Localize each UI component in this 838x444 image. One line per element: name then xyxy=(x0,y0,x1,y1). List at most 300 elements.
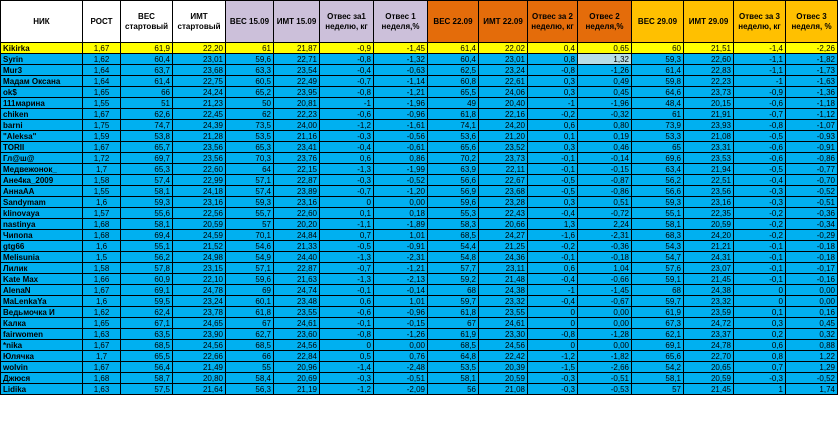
value-cell: -0,4 xyxy=(528,274,578,285)
value-cell: -0,2 xyxy=(734,230,786,241)
value-cell: -0,7 xyxy=(320,263,374,274)
value-cell: 59,3 xyxy=(226,197,274,208)
value-cell: -0,8 xyxy=(734,120,786,131)
value-cell: 0,1 xyxy=(528,131,578,142)
value-cell: 23,53 xyxy=(684,153,734,164)
value-cell: -1,18 xyxy=(786,98,838,109)
nick-cell: fairwomen xyxy=(1,329,83,340)
value-cell: 62,4 xyxy=(121,307,173,318)
value-cell: 65,5 xyxy=(428,87,479,98)
value-cell: 20,59 xyxy=(684,219,734,230)
value-cell: 24,98 xyxy=(173,252,226,263)
value-cell: 23,41 xyxy=(274,142,320,153)
value-cell: 20,81 xyxy=(274,98,320,109)
value-cell: -1,63 xyxy=(786,76,838,87)
table-row xyxy=(1,197,838,208)
value-cell: 70,3 xyxy=(226,153,274,164)
value-cell: 49 xyxy=(428,98,479,109)
value-cell: 60,8 xyxy=(428,76,479,87)
value-cell: 61,8 xyxy=(428,307,479,318)
value-cell: 59,6 xyxy=(226,274,274,285)
value-cell: 1,55 xyxy=(83,186,121,197)
value-cell: 21,64 xyxy=(173,384,226,395)
value-cell: 1,67 xyxy=(83,109,121,120)
table-row xyxy=(1,54,838,65)
value-cell: -1,2 xyxy=(528,351,578,362)
value-cell: 21,45 xyxy=(684,384,734,395)
value-cell: 56,2 xyxy=(121,252,173,263)
value-cell: -0,8 xyxy=(320,87,374,98)
value-cell: -0,2 xyxy=(734,208,786,219)
value-cell: -0,6 xyxy=(320,307,374,318)
value-cell: 61,4 xyxy=(121,76,173,87)
value-cell: 59,7 xyxy=(428,296,479,307)
value-cell: 0,46 xyxy=(578,142,632,153)
value-cell: 0,51 xyxy=(578,197,632,208)
value-cell: -0,4 xyxy=(734,175,786,186)
value-cell: -0,1 xyxy=(528,252,578,263)
value-cell: 0,88 xyxy=(786,340,838,351)
value-cell: -0,14 xyxy=(374,285,428,296)
value-cell: -2,66 xyxy=(578,362,632,373)
value-cell: -1,2 xyxy=(320,120,374,131)
value-cell: 1,57 xyxy=(83,208,121,219)
value-cell: 69,7 xyxy=(121,153,173,164)
value-cell: 1,01 xyxy=(374,296,428,307)
value-cell: 61,4 xyxy=(428,43,479,54)
value-cell: 0,1 xyxy=(320,208,374,219)
value-cell: -0,3 xyxy=(734,373,786,384)
value-cell: -0,7 xyxy=(320,186,374,197)
value-cell: 0 xyxy=(320,197,374,208)
value-cell: 56,2 xyxy=(632,175,684,186)
value-cell: 68,5 xyxy=(226,340,274,351)
value-cell: -0,9 xyxy=(734,87,786,98)
value-cell: 1,64 xyxy=(83,65,121,76)
value-cell: 20,66 xyxy=(479,219,528,230)
value-cell: -0,7 xyxy=(320,76,374,87)
nick-cell: Джюся xyxy=(1,373,83,384)
value-cell: 74,1 xyxy=(428,120,479,131)
value-cell: 23,28 xyxy=(479,197,528,208)
value-cell: -0,3 xyxy=(320,131,374,142)
value-cell: -1,1 xyxy=(734,65,786,76)
column-header: ВЕС 29.09 xyxy=(632,1,684,43)
value-cell: 21,20 xyxy=(479,131,528,142)
value-cell: 1,64 xyxy=(83,76,121,87)
value-cell: -1,36 xyxy=(786,87,838,98)
value-cell: 0,18 xyxy=(374,208,428,219)
value-cell: -0,16 xyxy=(786,274,838,285)
value-cell: -0,32 xyxy=(578,109,632,120)
table-row xyxy=(1,142,838,153)
value-cell: -1,82 xyxy=(578,351,632,362)
value-cell: 21,28 xyxy=(173,131,226,142)
value-cell: 53,3 xyxy=(632,131,684,142)
table-row xyxy=(1,120,838,131)
value-cell: 0,5 xyxy=(320,351,374,362)
value-cell: 0,86 xyxy=(374,153,428,164)
value-cell: 23,11 xyxy=(479,263,528,274)
value-cell: 0,7 xyxy=(320,230,374,241)
value-cell: 24,38 xyxy=(684,285,734,296)
column-header: ИМТ 15.09 xyxy=(274,1,320,43)
value-cell: 1,72 xyxy=(83,153,121,164)
nick-cell: Мадам Оксана xyxy=(1,76,83,87)
value-cell: -0,6 xyxy=(734,142,786,153)
value-cell: 60,5 xyxy=(226,76,274,87)
value-cell: 61 xyxy=(226,43,274,54)
value-cell: 70,2 xyxy=(428,153,479,164)
nick-cell: Гл@ш@ xyxy=(1,153,83,164)
value-cell: 0,80 xyxy=(578,120,632,131)
value-cell: -0,56 xyxy=(374,131,428,142)
nick-cell: Чипопа xyxy=(1,230,83,241)
value-cell: 56,3 xyxy=(226,384,274,395)
value-cell: 22,60 xyxy=(684,54,734,65)
table-row xyxy=(1,285,838,296)
value-cell: 1,6 xyxy=(83,296,121,307)
value-cell: 23,90 xyxy=(173,329,226,340)
value-cell: -0,86 xyxy=(578,186,632,197)
value-cell: 1,04 xyxy=(578,263,632,274)
value-cell: 22,11 xyxy=(479,164,528,175)
value-cell: 22,16 xyxy=(479,109,528,120)
value-cell: 67,3 xyxy=(632,318,684,329)
value-cell: 57,4 xyxy=(226,186,274,197)
value-cell: -2,48 xyxy=(374,362,428,373)
value-cell: -1,61 xyxy=(374,120,428,131)
value-cell: -0,18 xyxy=(578,252,632,263)
value-cell: 20,39 xyxy=(479,362,528,373)
value-cell: 22,23 xyxy=(274,109,320,120)
value-cell: 48,4 xyxy=(632,98,684,109)
table-row xyxy=(1,362,838,373)
value-cell: -1,26 xyxy=(578,65,632,76)
nick-cell: 111марина xyxy=(1,98,83,109)
value-cell: 1,5 xyxy=(83,252,121,263)
value-cell: -0,2 xyxy=(528,109,578,120)
value-cell: -0,5 xyxy=(734,164,786,175)
table-row xyxy=(1,263,838,274)
value-cell: 22,42 xyxy=(479,351,528,362)
value-cell: 59,8 xyxy=(632,76,684,87)
value-cell: 68,5 xyxy=(121,340,173,351)
value-cell: 58,1 xyxy=(121,186,173,197)
value-cell: 65,3 xyxy=(121,164,173,175)
value-cell: 57,4 xyxy=(121,175,173,186)
nick-cell: Калка xyxy=(1,318,83,329)
value-cell: -2,26 xyxy=(786,43,838,54)
value-cell: -0,1 xyxy=(320,318,374,329)
nick-cell: chiken xyxy=(1,109,83,120)
value-cell: -0,1 xyxy=(734,252,786,263)
value-cell: 65,2 xyxy=(226,87,274,98)
value-cell: 23,93 xyxy=(684,120,734,131)
value-cell: 1,7 xyxy=(83,351,121,362)
table-row xyxy=(1,373,838,384)
value-cell: -1,07 xyxy=(786,120,838,131)
value-cell: -1,45 xyxy=(578,285,632,296)
value-cell: -0,91 xyxy=(374,241,428,252)
value-cell: -0,36 xyxy=(786,208,838,219)
value-cell: -1 xyxy=(320,98,374,109)
value-cell: 24,20 xyxy=(684,230,734,241)
value-cell: 60,1 xyxy=(226,296,274,307)
value-cell: 24,31 xyxy=(684,252,734,263)
value-cell: 20,69 xyxy=(274,373,320,384)
value-cell: 2,24 xyxy=(578,219,632,230)
value-cell: 0 xyxy=(528,340,578,351)
value-cell: 70,1 xyxy=(226,230,274,241)
value-cell: 65,5 xyxy=(121,351,173,362)
value-cell: 65,6 xyxy=(428,142,479,153)
value-cell: 0,16 xyxy=(786,307,838,318)
table-row xyxy=(1,351,838,362)
value-cell: -0,3 xyxy=(734,197,786,208)
value-cell: 22,70 xyxy=(684,351,734,362)
value-cell: -0,18 xyxy=(786,252,838,263)
value-cell: -0,34 xyxy=(786,219,838,230)
value-cell: 21,49 xyxy=(173,362,226,373)
value-cell: 0,00 xyxy=(578,340,632,351)
nick-cell: АннаАА xyxy=(1,186,83,197)
table-row xyxy=(1,153,838,164)
value-cell: 54,2 xyxy=(632,362,684,373)
value-cell: 1,32 xyxy=(578,54,632,65)
value-cell: 20,59 xyxy=(479,373,528,384)
value-cell: -0,8 xyxy=(320,54,374,65)
value-cell: -0,17 xyxy=(786,263,838,274)
value-cell: 68,3 xyxy=(632,230,684,241)
value-cell: 60,4 xyxy=(428,54,479,65)
value-cell: -0,52 xyxy=(374,175,428,186)
value-cell: 23,07 xyxy=(684,263,734,274)
value-cell: -0,51 xyxy=(786,197,838,208)
value-cell: -1,21 xyxy=(374,87,428,98)
value-cell: -0,9 xyxy=(320,43,374,54)
value-cell: 22,99 xyxy=(173,175,226,186)
value-cell: -1,82 xyxy=(786,54,838,65)
value-cell: 56,9 xyxy=(428,186,479,197)
value-cell: 24,38 xyxy=(479,285,528,296)
value-cell: 1,7 xyxy=(83,164,121,175)
value-cell: 24,20 xyxy=(479,120,528,131)
value-cell: 20,20 xyxy=(274,219,320,230)
value-cell: 60 xyxy=(632,43,684,54)
value-cell: 24,65 xyxy=(173,318,226,329)
value-cell: 0,3 xyxy=(734,318,786,329)
value-cell: 53,6 xyxy=(428,131,479,142)
value-cell: 1,58 xyxy=(83,175,121,186)
value-cell: -1,73 xyxy=(786,65,838,76)
value-cell: 59,3 xyxy=(632,197,684,208)
value-cell: 22,84 xyxy=(274,351,320,362)
value-cell: 21,91 xyxy=(684,109,734,120)
value-cell: 23,15 xyxy=(173,263,226,274)
value-cell: 23,48 xyxy=(274,296,320,307)
value-cell: -1,4 xyxy=(734,43,786,54)
value-cell: -1,32 xyxy=(374,54,428,65)
value-cell: 22,23 xyxy=(684,76,734,87)
value-cell: 58,4 xyxy=(226,373,274,384)
table-row xyxy=(1,164,838,175)
value-cell: 23,54 xyxy=(274,65,320,76)
value-cell: -0,15 xyxy=(578,164,632,175)
value-cell: 22,66 xyxy=(173,351,226,362)
table-row xyxy=(1,296,838,307)
value-cell: 23,16 xyxy=(684,197,734,208)
value-cell: -0,52 xyxy=(786,186,838,197)
value-cell: -0,2 xyxy=(734,219,786,230)
value-cell: 0,45 xyxy=(786,318,838,329)
value-cell: 59,3 xyxy=(121,197,173,208)
value-cell: 1,3 xyxy=(528,219,578,230)
value-cell: -1,5 xyxy=(528,362,578,373)
value-cell: 21,45 xyxy=(684,274,734,285)
value-cell: 22,60 xyxy=(173,164,226,175)
value-cell: 59,1 xyxy=(632,274,684,285)
value-cell: 68,5 xyxy=(428,230,479,241)
value-cell: 1,29 xyxy=(786,362,838,373)
value-cell: -1,3 xyxy=(320,274,374,285)
nick-cell: "Aleksa" xyxy=(1,131,83,142)
column-header: ИМТ 29.09 xyxy=(684,1,734,43)
value-cell: 66 xyxy=(226,351,274,362)
nick-cell: Ане4ка_2009 xyxy=(1,175,83,186)
nick-cell: AlenaN xyxy=(1,285,83,296)
value-cell: 59,6 xyxy=(428,197,479,208)
value-cell: -1 xyxy=(528,285,578,296)
value-cell: 22,45 xyxy=(173,109,226,120)
value-cell: 0,7 xyxy=(734,362,786,373)
value-cell: 22,20 xyxy=(173,43,226,54)
value-cell: -0,3 xyxy=(320,175,374,186)
value-cell: 69,1 xyxy=(632,340,684,351)
value-cell: -0,96 xyxy=(374,307,428,318)
value-cell: 24,39 xyxy=(173,120,226,131)
value-cell: 20,15 xyxy=(684,98,734,109)
column-header: ВЕС 22.09 xyxy=(428,1,479,43)
value-cell: 24,00 xyxy=(274,120,320,131)
value-cell: -0,3 xyxy=(528,384,578,395)
table-row xyxy=(1,252,838,263)
value-cell: 23,59 xyxy=(684,307,734,318)
value-cell: 61,8 xyxy=(226,307,274,318)
value-cell: -0,5 xyxy=(528,186,578,197)
value-cell: 24,56 xyxy=(274,340,320,351)
value-cell: -1,21 xyxy=(374,263,428,274)
value-cell: 64,6 xyxy=(632,87,684,98)
value-cell: 68 xyxy=(632,285,684,296)
value-cell: 23,01 xyxy=(173,54,226,65)
value-cell: -0,6 xyxy=(734,98,786,109)
value-cell: 0,76 xyxy=(374,351,428,362)
value-cell: 57,7 xyxy=(428,263,479,274)
value-cell: 23,78 xyxy=(173,307,226,318)
table-row xyxy=(1,131,838,142)
value-cell: -2,31 xyxy=(578,230,632,241)
value-cell: 1,6 xyxy=(83,197,121,208)
value-cell: 59,7 xyxy=(632,296,684,307)
value-cell: -0,51 xyxy=(578,373,632,384)
value-cell: 54,8 xyxy=(428,252,479,263)
nick-cell: Melisunia xyxy=(1,252,83,263)
value-cell: -0,2 xyxy=(528,241,578,252)
value-cell: -0,87 xyxy=(578,175,632,186)
value-cell: 63,4 xyxy=(632,164,684,175)
value-cell: 62,5 xyxy=(428,65,479,76)
value-cell: 23,01 xyxy=(479,54,528,65)
table-row xyxy=(1,274,838,285)
value-cell: -0,1 xyxy=(734,274,786,285)
value-cell: 58,7 xyxy=(121,373,173,384)
value-cell: -1,45 xyxy=(374,43,428,54)
value-cell: 1,68 xyxy=(83,219,121,230)
value-cell: 21,63 xyxy=(274,274,320,285)
value-cell: -0,1 xyxy=(734,263,786,274)
value-cell: 60,9 xyxy=(121,274,173,285)
value-cell: -0,18 xyxy=(786,241,838,252)
value-cell: 67,1 xyxy=(121,318,173,329)
value-cell: 67 xyxy=(226,318,274,329)
value-cell: 0,49 xyxy=(578,76,632,87)
column-header: РОСТ xyxy=(83,1,121,43)
column-header: ИМТ стартовый xyxy=(173,1,226,43)
table-row xyxy=(1,230,838,241)
value-cell: 22,56 xyxy=(173,208,226,219)
nick-cell: Kikirka xyxy=(1,43,83,54)
value-cell: 0,32 xyxy=(786,329,838,340)
value-cell: 23,32 xyxy=(684,296,734,307)
table-row xyxy=(1,109,838,120)
value-cell: 0,3 xyxy=(528,76,578,87)
value-cell: -0,91 xyxy=(786,142,838,153)
value-cell: -0,6 xyxy=(320,109,374,120)
value-cell: 57,8 xyxy=(121,263,173,274)
value-cell: 22,49 xyxy=(274,76,320,87)
value-cell: -0,8 xyxy=(528,65,578,76)
value-cell: -1,14 xyxy=(374,76,428,87)
value-cell: -0,96 xyxy=(374,109,428,120)
value-cell: -1,20 xyxy=(374,186,428,197)
value-cell: -0,77 xyxy=(786,164,838,175)
value-cell: 22,10 xyxy=(173,274,226,285)
table-row xyxy=(1,208,838,219)
value-cell: 0,8 xyxy=(528,54,578,65)
value-cell: 21,51 xyxy=(684,43,734,54)
value-cell: 0,6 xyxy=(320,296,374,307)
value-cell: 54,4 xyxy=(428,241,479,252)
value-cell: -1,3 xyxy=(320,252,374,263)
value-cell: 69,6 xyxy=(632,153,684,164)
value-cell: 22,43 xyxy=(479,208,528,219)
value-cell: 74,7 xyxy=(121,120,173,131)
nick-cell: nastinya xyxy=(1,219,83,230)
value-cell: 55,1 xyxy=(121,241,173,252)
nick-cell: Ведьмочка И xyxy=(1,307,83,318)
value-cell: -0,3 xyxy=(528,373,578,384)
nick-cell: Юлячка xyxy=(1,351,83,362)
value-cell: 61,9 xyxy=(428,329,479,340)
value-cell: 22,51 xyxy=(684,175,734,186)
value-cell: 56 xyxy=(428,384,479,395)
value-cell: 21,33 xyxy=(274,241,320,252)
value-cell: 23,16 xyxy=(274,197,320,208)
value-cell: -0,3 xyxy=(320,373,374,384)
value-cell: 0,3 xyxy=(528,197,578,208)
value-cell: -0,1 xyxy=(320,285,374,296)
